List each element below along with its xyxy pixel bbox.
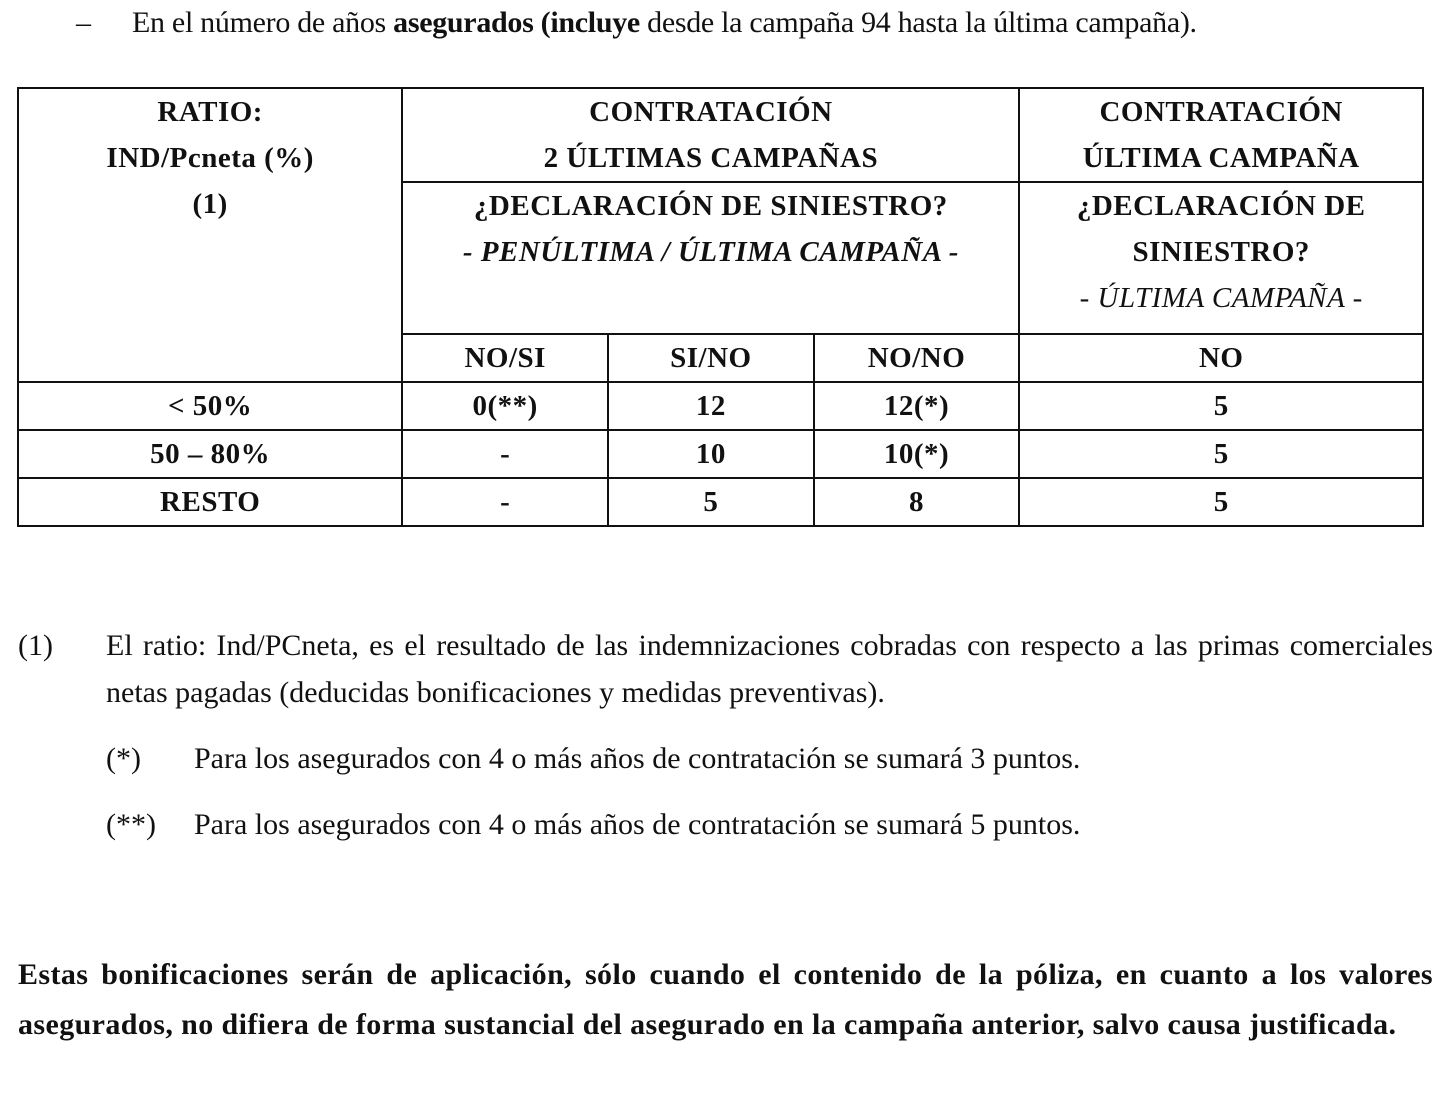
col-header-no-no: NO/NO xyxy=(814,334,1020,382)
group2-sub-line1: ¿DECLARACIÓN DE xyxy=(1076,190,1366,222)
footnotes xyxy=(18,622,1433,848)
group1-header-line1: CONTRATACIÓN xyxy=(589,96,833,128)
table-cell: 5 xyxy=(608,478,814,526)
footnote-1-text: El ratio: Ind/PCneta, es el resultado de las indemnizaciones cobradas con respecto a las primas comerciales netas pagadas (deducidas bonificaciones y medidas preventivas). xyxy=(106,629,1433,709)
group2-header-line2: ÚLTIMA CAMPAÑA xyxy=(1082,142,1360,174)
intro-line xyxy=(76,6,1197,40)
table-cell: 10 xyxy=(608,430,814,478)
table-cell: 8 xyxy=(814,478,1020,526)
col-header-si-no: SI/NO xyxy=(608,334,814,382)
group2-header-line1: CONTRATACIÓN xyxy=(1099,96,1343,128)
closing-paragraph: Estas bonificaciones serán de aplicación, sólo cuando el contenido de la póliza, en cuanto a los valores asegurados, no difiera de forma sustancial del asegurado en la campaña anterior, salvo causa justificada. xyxy=(18,958,1433,1041)
table-cell: 12(*) xyxy=(814,382,1020,430)
ratio-header-line1: RATIO: xyxy=(157,96,263,128)
footnote-double-asterisk xyxy=(106,801,1433,848)
footnote-asterisk-text: Para los asegurados con 4 o más años de contratación se sumará 3 puntos. xyxy=(194,742,1081,775)
bonus-ratio-table xyxy=(17,87,1424,527)
intro-dash: – xyxy=(76,6,91,39)
footnote-1 xyxy=(18,622,1433,716)
ratio-header-line2: IND/Pcneta (%) xyxy=(106,142,314,174)
group1-header-line2: 2 ÚLTIMAS CAMPAÑAS xyxy=(543,142,879,174)
table-cell: - xyxy=(402,478,608,526)
group1-sub-line2: - PENÚLTIMA / ÚLTIMA CAMPAÑA - xyxy=(462,236,959,268)
ratio-header-line3: (1) xyxy=(192,188,228,220)
table-cell: 5 xyxy=(1019,478,1423,526)
table-cell: 10(*) xyxy=(814,430,1020,478)
footnote-double-asterisk-marker: (**) xyxy=(106,808,156,841)
table-row xyxy=(18,478,1423,526)
intro-text-after: desde la campaña 94 hasta la última campaña). xyxy=(639,6,1197,39)
group2-sub-line2: SINIESTRO? xyxy=(1132,236,1310,268)
col-header-no-si: NO/SI xyxy=(402,334,608,382)
group2-header-cell xyxy=(1019,88,1423,182)
group2-sub-header-cell xyxy=(1019,182,1423,334)
table-cell: - xyxy=(402,430,608,478)
ratio-header-cell xyxy=(18,88,402,382)
row-label: RESTO xyxy=(18,478,402,526)
footnote-asterisk xyxy=(106,735,1433,782)
col-header-no: NO xyxy=(1019,334,1423,382)
group1-sub-header-cell xyxy=(402,182,1019,334)
group1-sub-line1: ¿DECLARACIÓN DE SINIESTRO? xyxy=(473,190,948,222)
group1-header-cell xyxy=(402,88,1019,182)
row-label: 50 – 80% xyxy=(18,430,402,478)
table-cell: 5 xyxy=(1019,430,1423,478)
table-row xyxy=(18,430,1423,478)
intro-text-bold: asegurados (incluye xyxy=(393,6,640,39)
table-cell: 5 xyxy=(1019,382,1423,430)
group2-sub-line3: - ÚLTIMA CAMPAÑA - xyxy=(1079,282,1363,314)
table-row xyxy=(18,382,1423,430)
footnote-double-asterisk-text: Para los asegurados con 4 o más años de contratación se sumará 5 puntos. xyxy=(194,808,1081,841)
table-cell: 12 xyxy=(608,382,814,430)
row-label: < 50% xyxy=(18,382,402,430)
table-header-row-1 xyxy=(18,88,1423,182)
table-cell: 0(**) xyxy=(402,382,608,430)
intro-text-before: En el número de años xyxy=(132,6,394,39)
footnote-asterisk-marker: (*) xyxy=(106,742,141,775)
footnote-1-marker: (1) xyxy=(18,629,53,662)
